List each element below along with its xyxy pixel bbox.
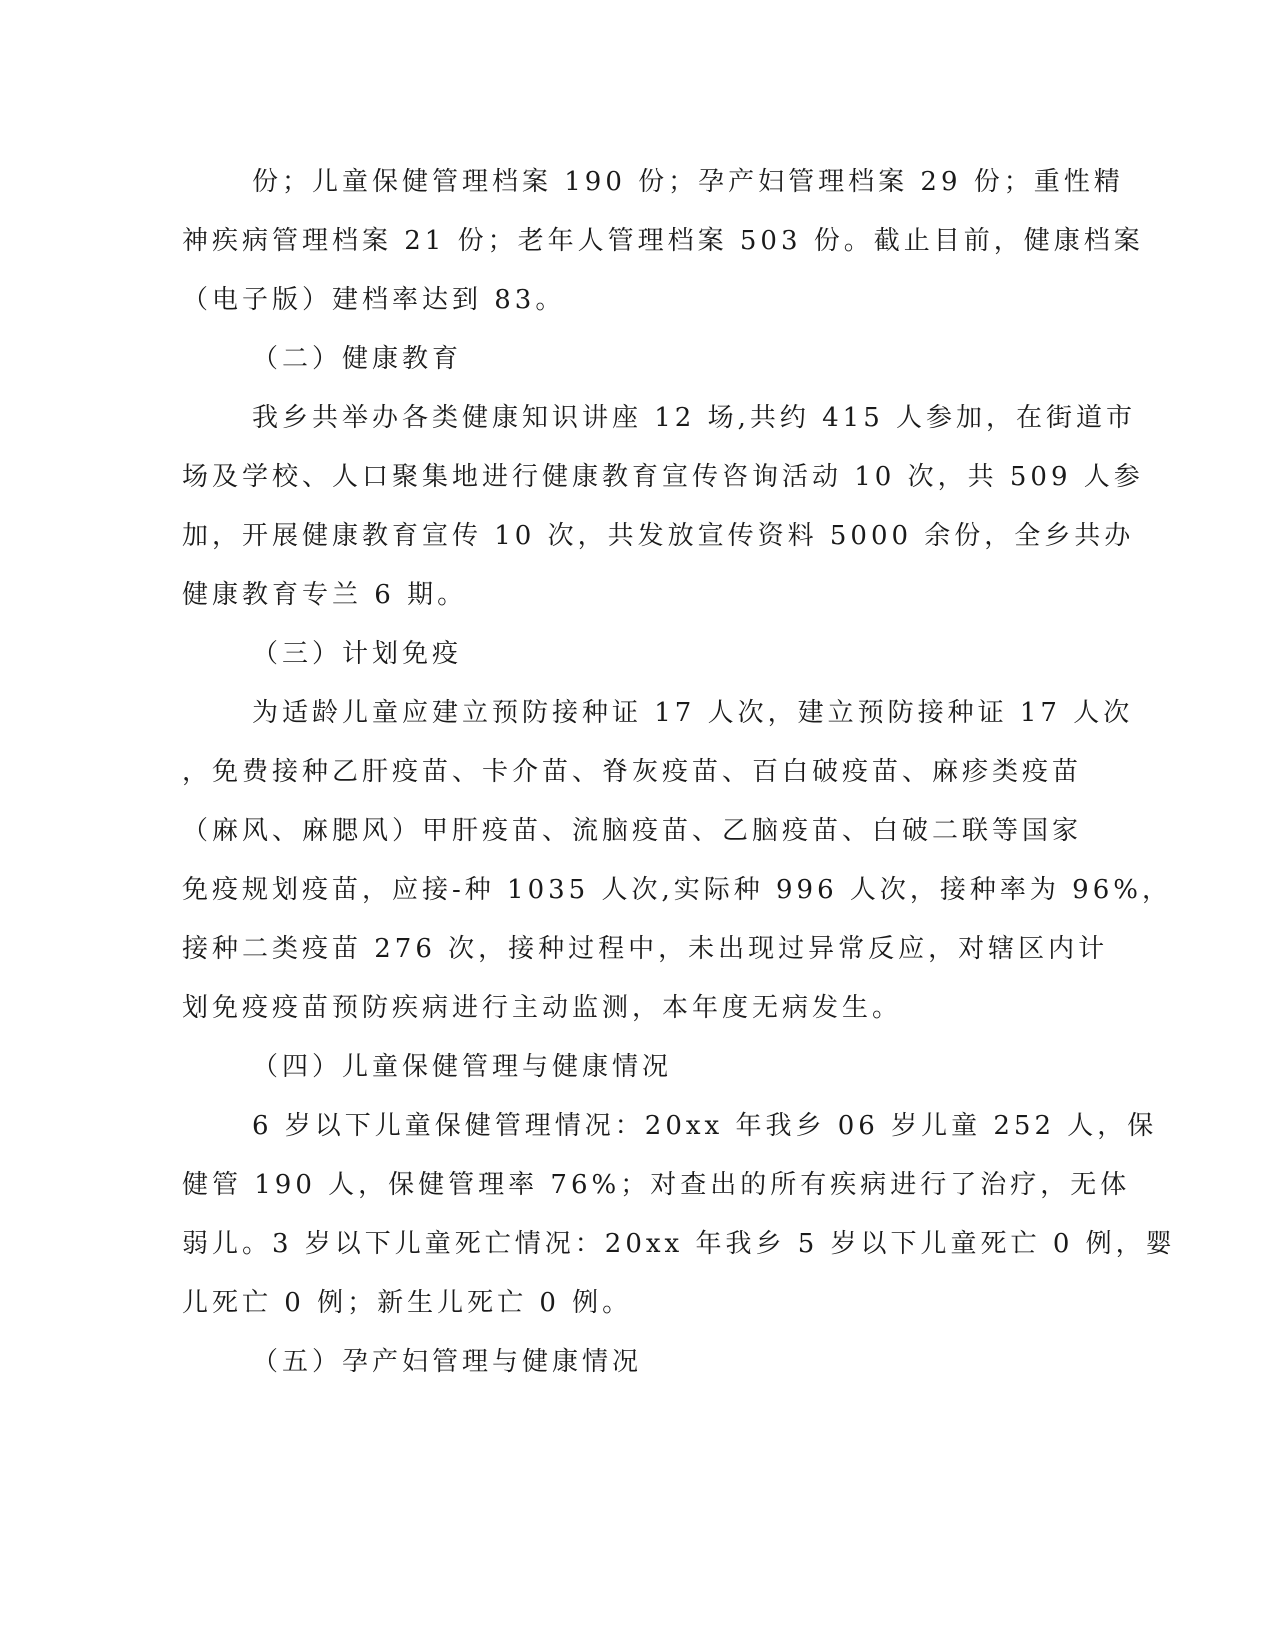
paragraph-line: 接种二类疫苗 276 次，接种过程中，未出现过异常反应，对辖区内计	[182, 934, 1109, 964]
paragraph-line: 健管 190 人，保健管理率 76%；对查出的所有疾病进行了治疗，无体	[182, 1170, 1131, 1200]
paragraph-line: ，免费接种乙肝疫苗、卡介苗、脊灰疫苗、百白破疫苗、麻疹类疫苗	[182, 757, 1083, 787]
section-heading: （五）孕产妇管理与健康情况	[252, 1347, 643, 1377]
section-heading: （二）健康教育	[252, 344, 463, 374]
paragraph-line: 弱儿。3 岁以下儿童死亡情况：20xx 年我乡 5 岁以下儿童死亡 0 例，婴	[182, 1229, 1176, 1259]
paragraph-line: 神疾病管理档案 21 份；老年人管理档案 503 份。截止目前，健康档案	[182, 226, 1144, 256]
paragraph-line: 6 岁以下儿童保健管理情况：20xx 年我乡 06 岁儿童 252 人，保	[252, 1111, 1158, 1141]
paragraph-line: 划免疫疫苗预防疾病进行主动监测，本年度无病发生。	[182, 993, 903, 1023]
paragraph-line: （电子版）建档率达到 83。	[182, 285, 566, 315]
paragraph-line: 场及学校、人口聚集地进行健康教育宣传咨询活动 10 次，共 509 人参	[182, 462, 1144, 492]
paragraph-line: （麻风、麻腮风）甲肝疫苗、流脑疫苗、乙脑疫苗、白破二联等国家	[182, 816, 1083, 846]
section-heading: （三）计划免疫	[252, 639, 463, 669]
section-heading: （四）儿童保健管理与健康情况	[252, 1052, 673, 1082]
paragraph-line: 为适龄儿童应建立预防接种证 17 人次，建立预防接种证 17 人次	[252, 698, 1134, 728]
paragraph-line: 加，开展健康教育宣传 10 次，共发放宣传资料 5000 余份，全乡共办	[182, 521, 1135, 551]
paragraph-line: 我乡共举办各类健康知识讲座 12 场,共约 415 人参加，在街道市	[252, 403, 1137, 433]
paragraph-line: 健康教育专兰 6 期。	[182, 580, 468, 610]
paragraph-line: 份；儿童保健管理档案 190 份；孕产妇管理档案 29 份；重性精	[252, 167, 1124, 197]
paragraph-line: 儿死亡 0 例；新生儿死亡 0 例。	[182, 1288, 633, 1318]
paragraph-line: 免疫规划疫苗，应接-种 1035 人次,实际种 996 人次，接种率为 96%，	[182, 875, 1172, 905]
